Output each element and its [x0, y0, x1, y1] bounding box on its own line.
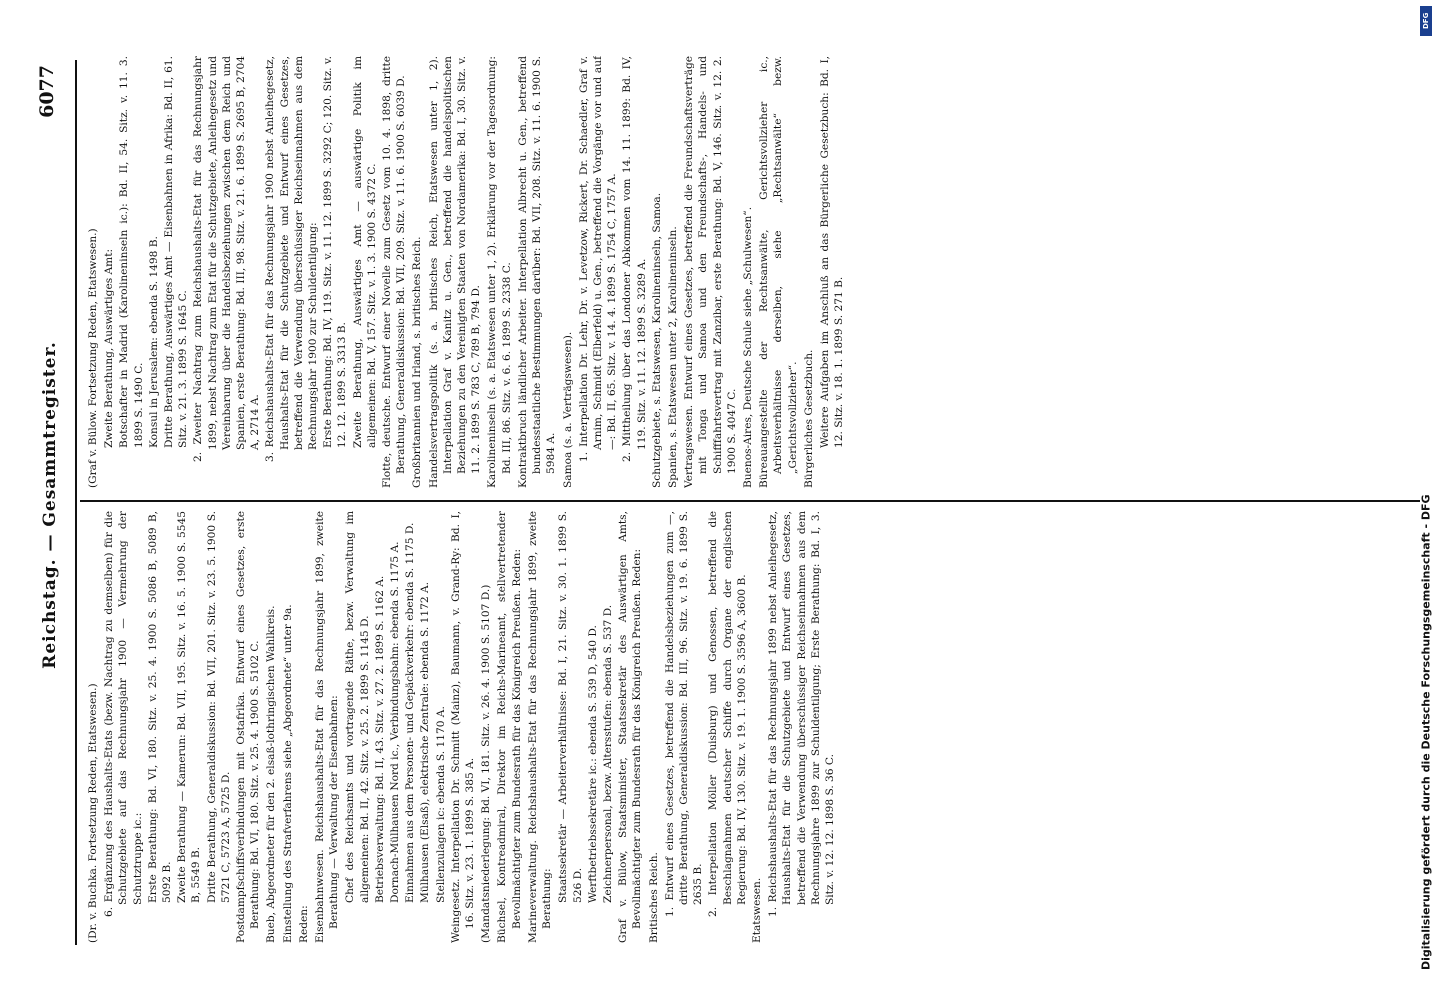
digitization-note-text: Digitalisierung gefördert durch die Deutsche Forschungsgemeinschaft - DFG — [1419, 494, 1433, 970]
register-subentry: Chef des Reichsamts und vortragende Räthe, bezw. Verwaltung im allgemeinen: Bd. II, 42. Sitz. v. 25. 2. 1899 S. 1145 D. — [344, 511, 371, 903]
register-entry: Großbritannien und Irland, s. britisches Reich. — [411, 236, 424, 488]
register-subentry: Mülhausen (Elsaß), elektrische Zentrale: ebenda S. 1172 A. — [419, 581, 432, 903]
register-subentry: Staatssekretär — Arbeiterverhältnisse: Bd. I, 21. Sitz. v. 30. 1. 1899 S. 526 D. — [557, 511, 584, 903]
register-entry: Kontraktbruch ländlicher Arbeiter. Interpellation Albrecht u. Gen., betreffend bundesstaatliche Bestimmungen darüber: Bd. VII, 208. Sitz. v. 11. 6. 1900 S. 5984 A. — [516, 56, 558, 488]
right-column — [86, 56, 1416, 488]
register-entry: Eisenbahnwesen. Reichshaushalts-Etat für das Rechnungsjahr 1899, zweite Berathung — Verwaltung der Eisenbahnen: — [314, 511, 341, 943]
register-subentry: Werftbetriebssekretäre ic.: ebenda S. 539 D, 540 D. — [586, 625, 599, 903]
dfg-logo: DFG — [1420, 6, 1432, 36]
register-subentry: Konsul in Jerusalem: ebenda S. 1498 B. — [147, 236, 160, 448]
register-entry: Bueb, Abgeordneter für den 2. elsaß-lothringischen Wahlkreis. — [265, 605, 278, 943]
register-subentry: 1. Entwurf eines Gesetzes, betreffend die Handelsbeziehungen zum —, dritte Berathung, Generaldiskussion: Bd. III, 96. Sitz. v. 19. 6. 1899 S. 2635 B. — [663, 511, 705, 917]
register-entry: Spanien, s. Etatswesen unter 2, Karolineninseln. — [666, 226, 679, 488]
register-entry: Reden: — [297, 905, 310, 943]
register-subentry: Stellenzulagen ic: ebenda S. 1170 A. — [434, 706, 447, 903]
left-column — [86, 511, 1416, 943]
register-entry: Britisches Reich. — [647, 852, 660, 943]
register-subentry: 2. Zweiter Nachtrag zum Reichshaushalts-Etat für das Rechnungsjahr 1899, nebst Nachtrag zum Etat für die Schutzgebiete, Anleihegesetz und Vereinbarung über die Handelsbeziehungen zwischen dem Reich und Spanien, erste Berathung: Bd. III, 98. Sitz. v. 21. 6. 1899 S. 2695 B, 2704 A, 2714 A. — [192, 56, 262, 462]
register-subentry: Zweite Berathung, Auswärtiges Amt — auswärtige Politik im allgemeinen: Bd. V, 157. Sitz. v. 1. 3. 1900 S. 4372 C. — [351, 56, 378, 448]
register-entry: Etatswesen. — [750, 877, 763, 943]
register-entry: Schutzgebiete, s. Etatswesen, Karolineninseln, Samoa. — [650, 192, 663, 488]
register-subentry: 2. Mittheilung über das Londoner Abkommen vom 14. 11. 1899: Bd. IV, 119. Sitz. v. 11. 12. 1899 S. 3289 A. — [621, 56, 648, 462]
register-subentry: Dritte Berathung, Generaldiskussion: Bd. VII, 201. Sitz. v. 23. 5. 1900 S. 5721 C, 5723 A, 5725 D. — [205, 511, 232, 903]
register-subentry: 6. Ergänzung des Haushalts-Etats (bezw. Nachtrag zu demselben) für die Schutzgebiete auf das Rechnungsjahr 1900 — Vermehrung der Schutztruppe ic.: — [103, 511, 144, 917]
digitization-note — [1418, 8, 1434, 992]
register-subentry: Erste Berathung: Bd. VI, 180. Sitz. v. 25. 4. 1900 S. 5086 B, 5089 B, 5092 B. — [146, 511, 174, 903]
register-entry: Flotte, deutsche. Entwurf einer Novelle zum Gesetz vom 10. 4. 1898, dritte Berathung, Generaldiskussion: Bd. VII, 209. Sitz. v. 11. 6. 1900 S. 6039 D. — [381, 56, 408, 488]
register-entry: (Mandatsniederlegung: Bd. VI, 181. Sitz. v. 26. 4. 1900 S. 5107 D.) — [480, 584, 493, 943]
register-entry: Marineverwaltung. Reichshaushalts-Etat für das Rechnungsjahr 1899, zweite Berathung: — [526, 511, 554, 943]
register-entry: Graf v. Bülow, Staatsminister, Staatssekretär des Auswärtigen Amts, Bevollmächtigter zum Bundesrath für das Königreich Preußen. Reden: — [617, 511, 644, 943]
register-entry: (Graf v. Bülow. Fortsetzung Reden, Etatswesen.) — [87, 228, 99, 488]
register-subentry: 3. Reichshaushalts-Etat für das Rechnungsjahr 1900 nebst Anleihegesetz, Haushalts-Etat für die Schutzgebiete und Entwurf eines Gesetzes, betreffend die Verwendung überschüssiger Reichseinnahmen aus dem Rechnungsjahr 1900 zur Schuldentilgung: — [264, 56, 320, 462]
register-entry: Büchsel, Kontreadmiral, Direktor im Reichs-Marineamt, stellvertretender Bevollmächtigter zum Bundesrath für das Königreich Preußen. Reden: — [496, 511, 523, 943]
page-number: 6077 — [36, 65, 58, 118]
register-subentry: Zweite Berathung — Kamerun: Bd. VII, 195. Sitz. v. 16. 5. 1900 S. 5545 B, 5549 B. — [176, 511, 203, 903]
register-entry: Samoa (s. a. Verträgswesen). — [561, 331, 574, 488]
header-rule — [75, 60, 77, 945]
register-entry: Weingesetz. Interpellation Dr. Schmitt (Mainz), Baumann, v. Grand-Ry: Bd. I, 16. Sitz. v. 23. 1. 1899 S. 385 A. — [449, 511, 477, 943]
register-entry: Bürgerliches Gesetzbuch. — [802, 349, 815, 488]
register-subentry: Zweite Berathung, Auswärtiges Amt: — [103, 248, 116, 448]
page-header — [28, 65, 68, 945]
register-subentry: Einnahmen aus dem Personen- und Gepäckverkehr: ebenda S. 1175 D. — [404, 522, 417, 903]
register-subentry: 1. Reichshaushalts-Etat für das Rechnungsjahr 1899 nebst Anleihegesetz, Haushalts-Etat für die Schutzgebiete und Entwurf eines Gesetzes, betreffend die Verwendung überschüssiger Reichseinnahmen aus dem Rechnungsjahre 1899 zur Schuldentilgung; Erste Berathung: Bd. I, 3. Sitz. v. 12. 12. 1898 S. 36 C. — [767, 511, 836, 917]
register-entry: Handelsvertragspolitik (s. a. britisches Reich, Etatswesen unter 1, 2). Interpellation Graf v. Kanitz u. Gen., betreffend die handelspolitischen Beziehungen zu den Vereinigten Staaten von Nordamerika: Bd. I, 30. Sitz. v. 11. 2. 1899 S. 783 C, 789 B, 794 D. — [427, 56, 483, 488]
register-entry: Buenos-Aires, Deutsche Schule siehe „Schulwesen“. — [741, 206, 754, 488]
register-subentry: Dritte Berathung, Auswärtiges Amt — Eisenbahnen in Afrika: Bd. II, 61. Sitz. v. 21. 3. 1899 S. 1645 C. — [163, 56, 190, 448]
register-subentry: Betriebsverwaltung: Bd. II, 43. Sitz. v. 27. 2. 1899 S. 1162 A. — [373, 575, 386, 903]
register-entry: Postdampfschiffsverbindungen mit Ostafrika. Entwurf eines Gesetzes, erste Berathung: Bd. VI, 180. Sitz. v. 25. 4. 1900 S. 5102 C. — [235, 511, 262, 943]
page-title: Reichstag. — Gesammtregister. — [40, 341, 60, 669]
register-entry: Einstellung des Strafverfahrens siehe „Abgeordnete“ unter 9a. — [281, 604, 294, 943]
register-entry: Büreauangestellte der Rechtsanwälte, Gerichtsvollzieher ic., Arbeitsverhältnisse derselben, siehe „Rechtsanwälte“ bezw. „Gerichtsvollzieher“. — [758, 56, 799, 488]
register-subentry: Botschafter in Madrid (Karolineninseln ic.): Bd. II, 54. Sitz. v. 11. 3. 1899 S. 1490 C. — [118, 56, 145, 448]
register-subentry: Erste Berathung: Bd. IV, 119. Sitz. v. 11. 12. 1899 S. 3292 C; 120. Sitz. v. 12. 12. 1899 S. 3313 B. — [322, 56, 349, 448]
register-entry: (Dr. v. Buchka. Fortsetzung Reden, Etatswesen.) — [87, 683, 99, 943]
register-entry: Vertragswesen. Entwurf eines Gesetzes, betreffend die Freundschaftsverträge mit Tonga und Samoa und den Freundschafts-, Handels- und Schifffahrtsvertrag mit Zanzibar, erste Berathung: Bd. V, 146. Sitz. v. 12. 2. 1900 S. 4047 C. — [683, 56, 738, 488]
register-subentry: Zeichnerpersonal, bezw. Altersstufen: ebenda S. 537 D. — [601, 604, 614, 903]
register-entry: Karolineninseln (s. a. Etatswesen unter 1, 2). Erklärung vor der Tagesordnung: Bd. III, 86. Sitz. v. 6. 6. 1899 S. 2338 C. — [486, 56, 513, 488]
column-divider — [80, 500, 1420, 502]
register-subentry: Dornach-Mülhausen Nord ic., Verbindungsbahn: ebenda S. 1175 A. — [389, 541, 402, 903]
register-subentry: 1. Interpellation Dr. Lehr, Dr. v. Levetzow, Rickert, Dr. Schaedler, Graf v. Arnim, Schmidt (Elberfeld) u. Gen., betreffend die Vorgänge vor und auf —: Bd. II, 65. Sitz. v. 14. 4. 1899 S. 1754 C, 1757 A. — [577, 56, 619, 462]
register-subentry: 2. Interpellation Möller (Duisburg) und Genossen, betreffend die Beschlagnahmen deutscher Schiffe durch Organe der englischen Regierung: Bd. IV, 130. Sitz. v. 19. 1. 1900 S. 3596 A, 3600 B. — [707, 511, 748, 917]
register-subentry: Weitere Aufgaben im Anschluß an das Bürgerliche Gesetzbuch: Bd. I, 12. Sitz. v. 18. 1. 1899 S. 271 B. — [818, 56, 846, 448]
